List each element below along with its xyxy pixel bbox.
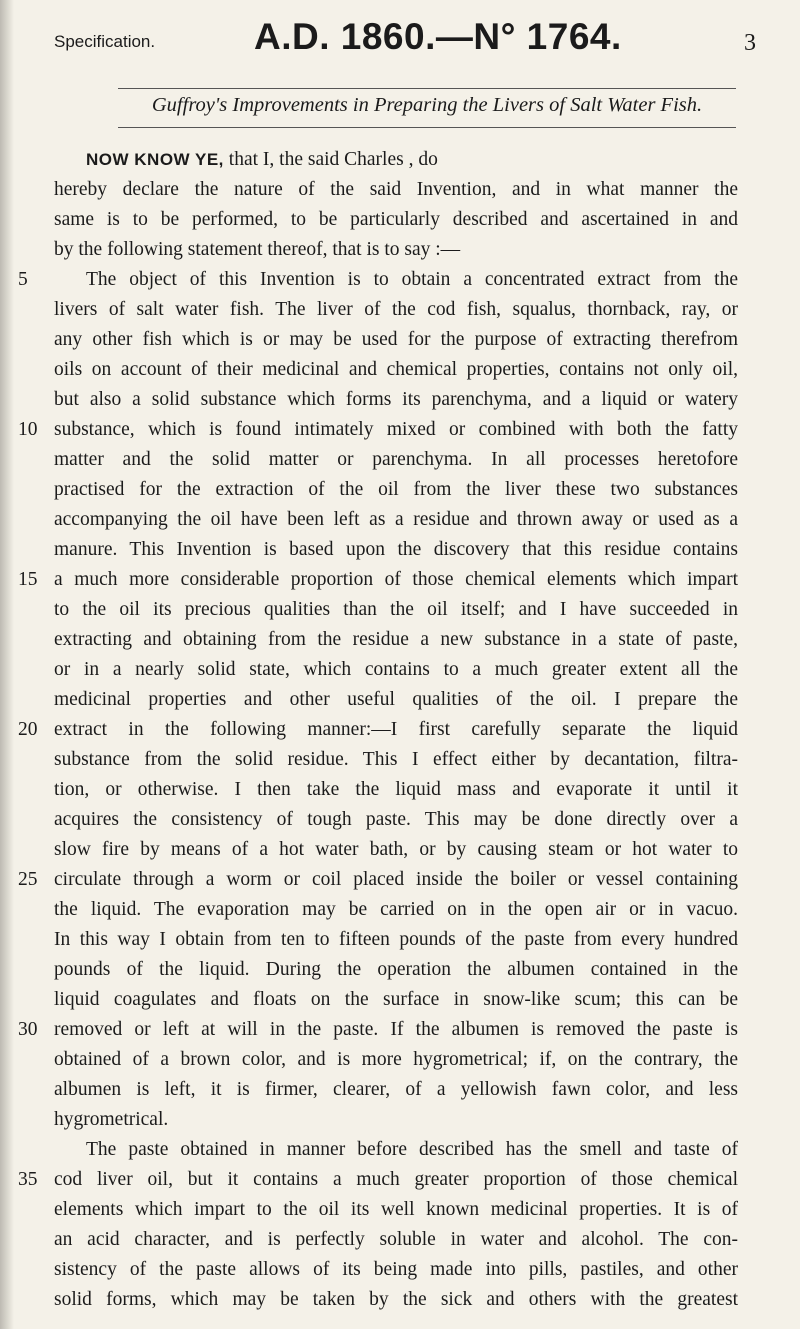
text-line: In this way I obtain from ten to fifteen pounds of the paste from every hundred (54, 929, 738, 950)
page-number: 3 (744, 30, 756, 56)
subtitle-rule-bottom (118, 127, 736, 128)
text-line: practised for the extraction of the oil from the liver these two substances (54, 479, 738, 500)
text-line: elements which impart to the oil its well known medicinal properties. It is of (54, 1199, 738, 1220)
text-line: manure. This Invention is based upon the discovery that this residue contains (54, 539, 738, 560)
text-line: the liquid. The evaporation may be carried on in the open air or in vacuo. (54, 899, 738, 920)
text-line: accompanying the oil have been left as a residue and thrown away or used as a (54, 509, 738, 530)
text-line: matter and the solid matter or parenchyma. In all processes heretofore (54, 449, 738, 470)
text-line: an acid character, and is perfectly soluble in water and alcohol. The con- (54, 1229, 738, 1250)
margin-line-number: 20 (18, 719, 38, 740)
page-edge-shadow (0, 0, 14, 1329)
text-line: same is to be performed, to be particularly described and ascertained in and (54, 209, 738, 230)
text-line: or in a nearly solid state, which contains to a much greater extent all the (54, 659, 738, 680)
text-line: pounds of the liquid. During the operation the albumen contained in the (54, 959, 738, 980)
text-line: The paste obtained in manner before described has the smell and taste of (86, 1139, 738, 1160)
text-line: hygrometrical. (54, 1109, 169, 1130)
header-label: Specification. (54, 32, 156, 51)
margin-line-number: 15 (18, 569, 38, 590)
margin-line-number: 25 (18, 869, 38, 890)
text-line: cod liver oil, but it contains a much greater proportion of those chemical (54, 1169, 738, 1190)
text-line: livers of salt water fish. The liver of the cod fish, squalus, thornback, ray, or (54, 299, 738, 320)
margin-line-number: 30 (18, 1019, 38, 1040)
header-title: A.D. 1860.—N° 1764. (254, 16, 622, 57)
subtitle-rule-top (118, 88, 736, 89)
margin-line-number: 10 (18, 419, 38, 440)
text-line: liquid coagulates and floats on the surface in snow-like scum; this can be (54, 989, 738, 1010)
text-line: substance, which is found intimately mixed or combined with both the fatty (54, 419, 738, 440)
text-line: substance from the solid residue. This I effect either by decantation, filtra- (54, 749, 738, 770)
text-line: circulate through a worm or coil placed inside the boiler or vessel containing (54, 869, 738, 890)
document-subtitle: Guffroy's Improvements in Preparing the Livers of Salt Water Fish. (151, 94, 703, 116)
text-line: obtained of a brown color, and is more hygrometrical; if, on the contrary, the (54, 1049, 738, 1070)
text-line: a much more considerable proportion of those chemical elements which impart (54, 569, 738, 590)
text-line: The object of this Invention is to obtain a concentrated extract from the (86, 269, 738, 290)
text-line: NOW KNOW YE, that I, the said Charles , do (86, 149, 438, 170)
text-line: removed or left at will in the paste. If the albumen is removed the paste is (54, 1019, 738, 1040)
text-line: albumen is left, it is firmer, clearer, of a yellowish fawn color, and less (54, 1079, 738, 1100)
text-line: to the oil its precious qualities than the oil itself; and I have succeeded in (54, 599, 738, 620)
text-line: extract in the following manner:—I first carefully separate the liquid (54, 719, 738, 740)
text-line: tion, or otherwise. I then take the liquid mass and evaporate it until it (54, 779, 738, 800)
text-line: but also a solid substance which forms its parenchyma, and a liquid or watery (54, 389, 738, 410)
text-line: extracting and obtaining from the residue a new substance in a state of paste, (54, 629, 738, 650)
text-line: medicinal properties and other useful qualities of the oil. I prepare the (54, 689, 738, 710)
text-line: acquires the consistency of tough paste. This may be done directly over a (54, 809, 738, 830)
text-line: slow fire by means of a hot water bath, or by causing steam or hot water to (54, 839, 738, 860)
text-line: sistency of the paste allows of its being made into pills, pastiles, and other (54, 1259, 738, 1280)
margin-line-number: 35 (18, 1169, 38, 1190)
text-line: by the following statement thereof, that is to say :— (54, 239, 461, 260)
text-line: any other fish which is or may be used for the purpose of extracting therefrom (54, 329, 738, 350)
text-line: oils on account of their medicinal and chemical properties, contains not only oil, (54, 359, 738, 380)
text-line: solid forms, which may be taken by the sick and others with the greatest (54, 1289, 738, 1310)
text-line: hereby declare the nature of the said Invention, and in what manner the (54, 179, 738, 200)
margin-line-number: 5 (18, 269, 28, 290)
opening-words: NOW KNOW YE, (86, 150, 224, 169)
